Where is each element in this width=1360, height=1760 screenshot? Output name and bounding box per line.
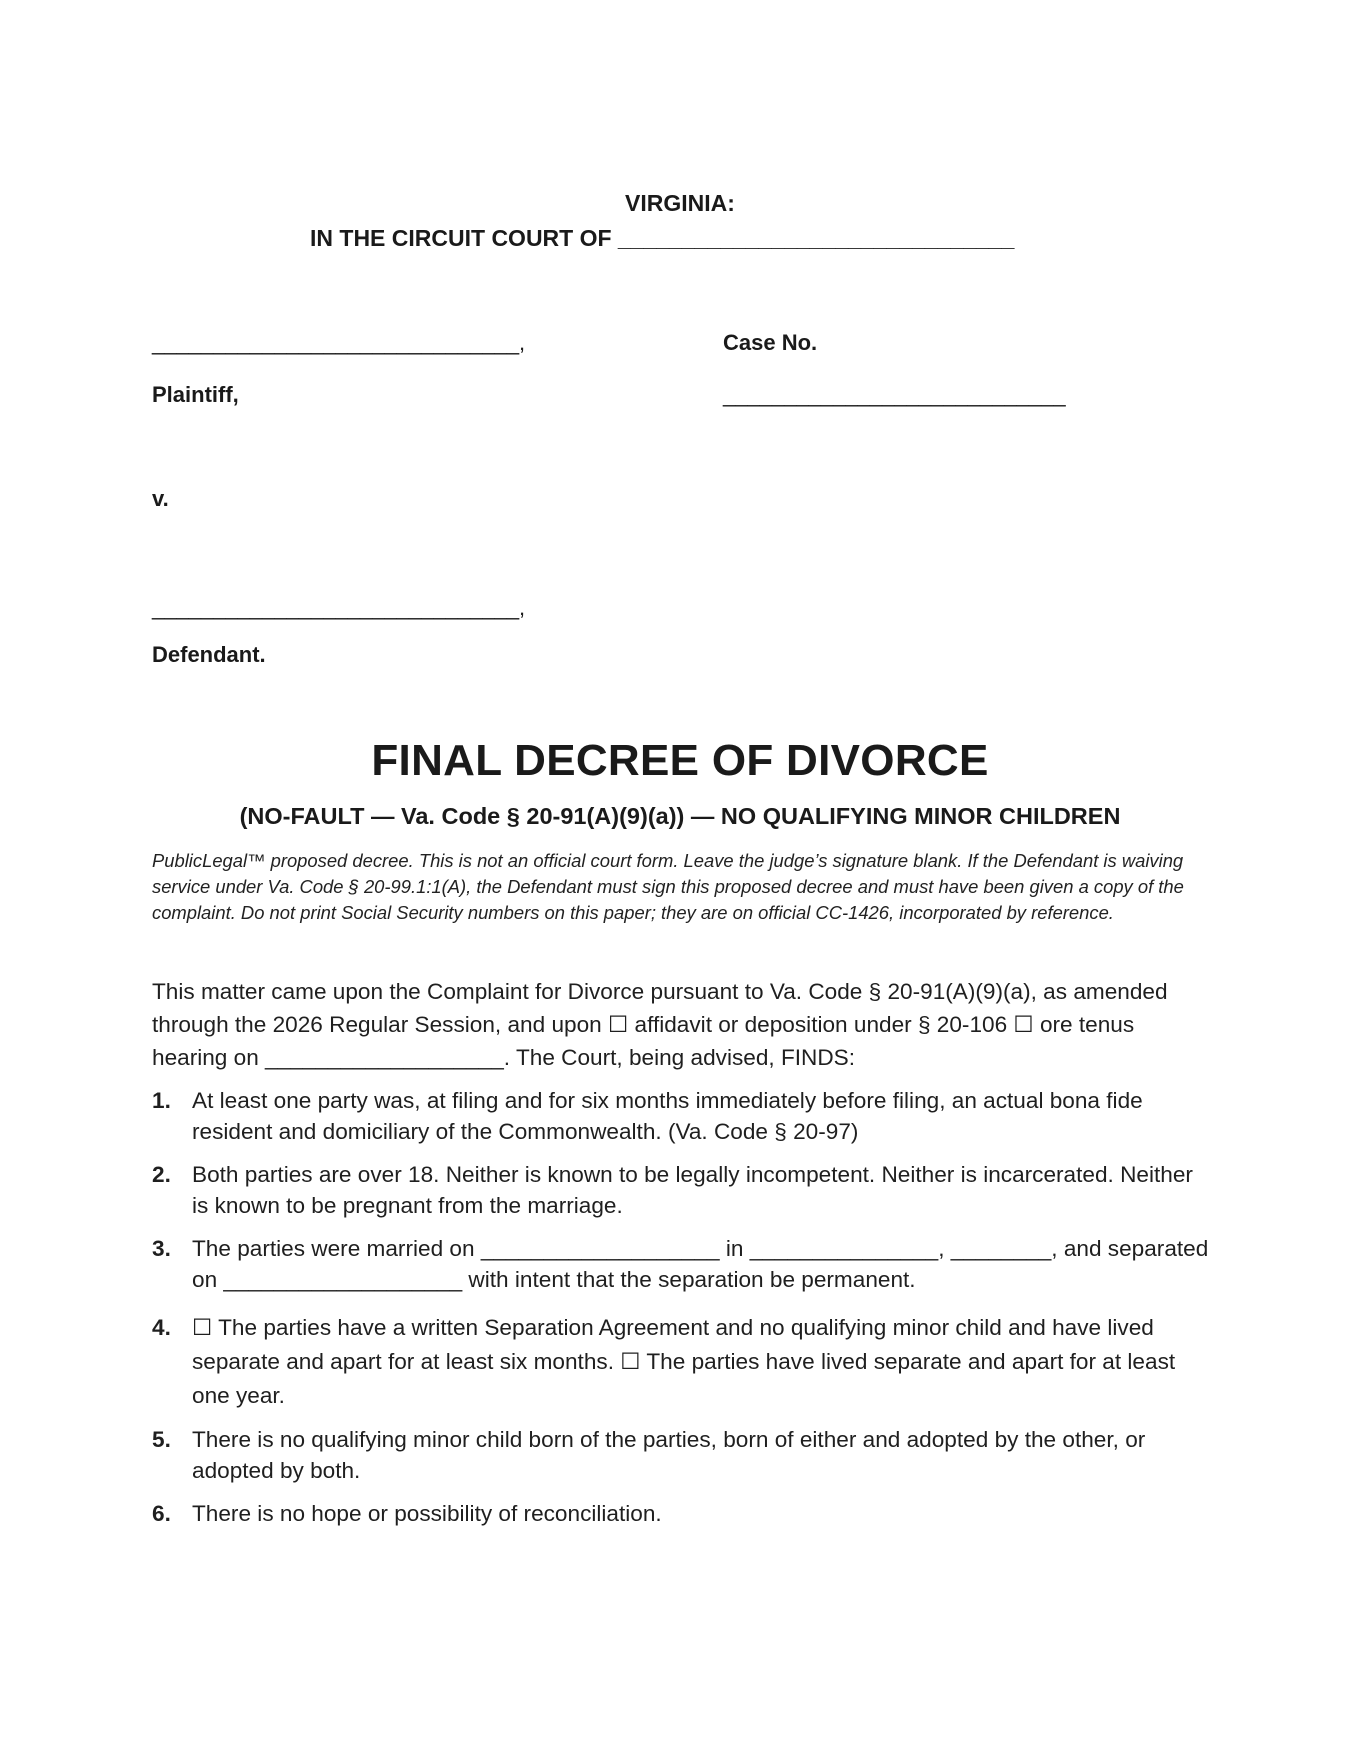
document-subtitle: (NO-FAULT — Va. Code § 20-91(A)(9)(a)) — NO QUALIFYING MINOR CHILDREN bbox=[239, 803, 1121, 829]
finding-number: 6. bbox=[152, 1501, 171, 1526]
document-title: FINAL DECREE OF DIVORCE bbox=[371, 736, 989, 785]
state-heading: VIRGINIA: bbox=[625, 190, 735, 216]
finding-text: At least one party was, at filing and for six months immediately before filing, an actual bona fide resident and domiciliary of the Commonwealth. (Va. Code § 20-97) bbox=[192, 1088, 1143, 1144]
plaintiff-label: Plaintiff, bbox=[152, 382, 239, 407]
case-number-blank: ____________________________ bbox=[723, 382, 1066, 407]
finding-item bbox=[152, 1424, 1212, 1486]
finding-number: 3. bbox=[152, 1236, 171, 1261]
finding-text: The parties were married on ___________________ in _______________, ________, and separated on ___________________ with intent that the separation be permanent. bbox=[192, 1236, 1209, 1292]
finding-item bbox=[152, 1233, 1212, 1295]
finding-text: There is no qualifying minor child born of the parties, born of either and adopted by the other, or adopted by both. bbox=[192, 1427, 1146, 1483]
finding-number: 5. bbox=[152, 1427, 171, 1452]
finding-item bbox=[152, 1311, 1212, 1413]
disclaimer-notice: PublicLegal™ proposed decree. This is not an official court form. Leave the judge’s signature blank. If the Defendant is waiving service under Va. Code § 20-99.1:1(A), the Defendant must sign this proposed decree and must have been given a copy of the complaint. Do not print Social Security numbers on this paper; they are on official CC-1426, incorporated by reference. bbox=[152, 850, 1184, 923]
finding-number: 1. bbox=[152, 1088, 171, 1113]
finding-text: ☐ The parties have a written Separation Agreement and no qualifying minor child and have lived separate and apart for at least six months. ☐ The parties have lived separate and apart for at least one year. bbox=[192, 1315, 1176, 1408]
finding-item bbox=[152, 1498, 1212, 1529]
defendant-name-blank: ______________________________, bbox=[152, 595, 526, 620]
finding-text: There is no hope or possibility of reconciliation. bbox=[192, 1501, 662, 1526]
case-number-label: Case No. bbox=[723, 330, 818, 355]
finding-item bbox=[152, 1085, 1212, 1147]
defendant-label: Defendant. bbox=[152, 642, 266, 667]
finding-number: 2. bbox=[152, 1162, 171, 1187]
intro-paragraph: This matter came upon the Complaint for Divorce pursuant to Va. Code § 20-91(A)(9)(a), as amended through the 2026 Regular Session, and upon ☐ affidavit or deposition under § 20-106 ☐ ore tenus hearing on ___________________. The Court, being advised, FINDS: bbox=[152, 979, 1168, 1070]
plaintiff-name-blank: ______________________________, bbox=[152, 330, 526, 355]
finding-item bbox=[152, 1159, 1212, 1221]
court-heading: IN THE CIRCUIT COURT OF _______________________________ bbox=[310, 225, 1015, 251]
finding-number: 4. bbox=[152, 1315, 171, 1340]
versus-label: v. bbox=[152, 486, 169, 511]
finding-text: Both parties are over 18. Neither is known to be legally incompetent. Neither is incarcerated. Neither is known to be pregnant from the marriage. bbox=[192, 1162, 1193, 1218]
